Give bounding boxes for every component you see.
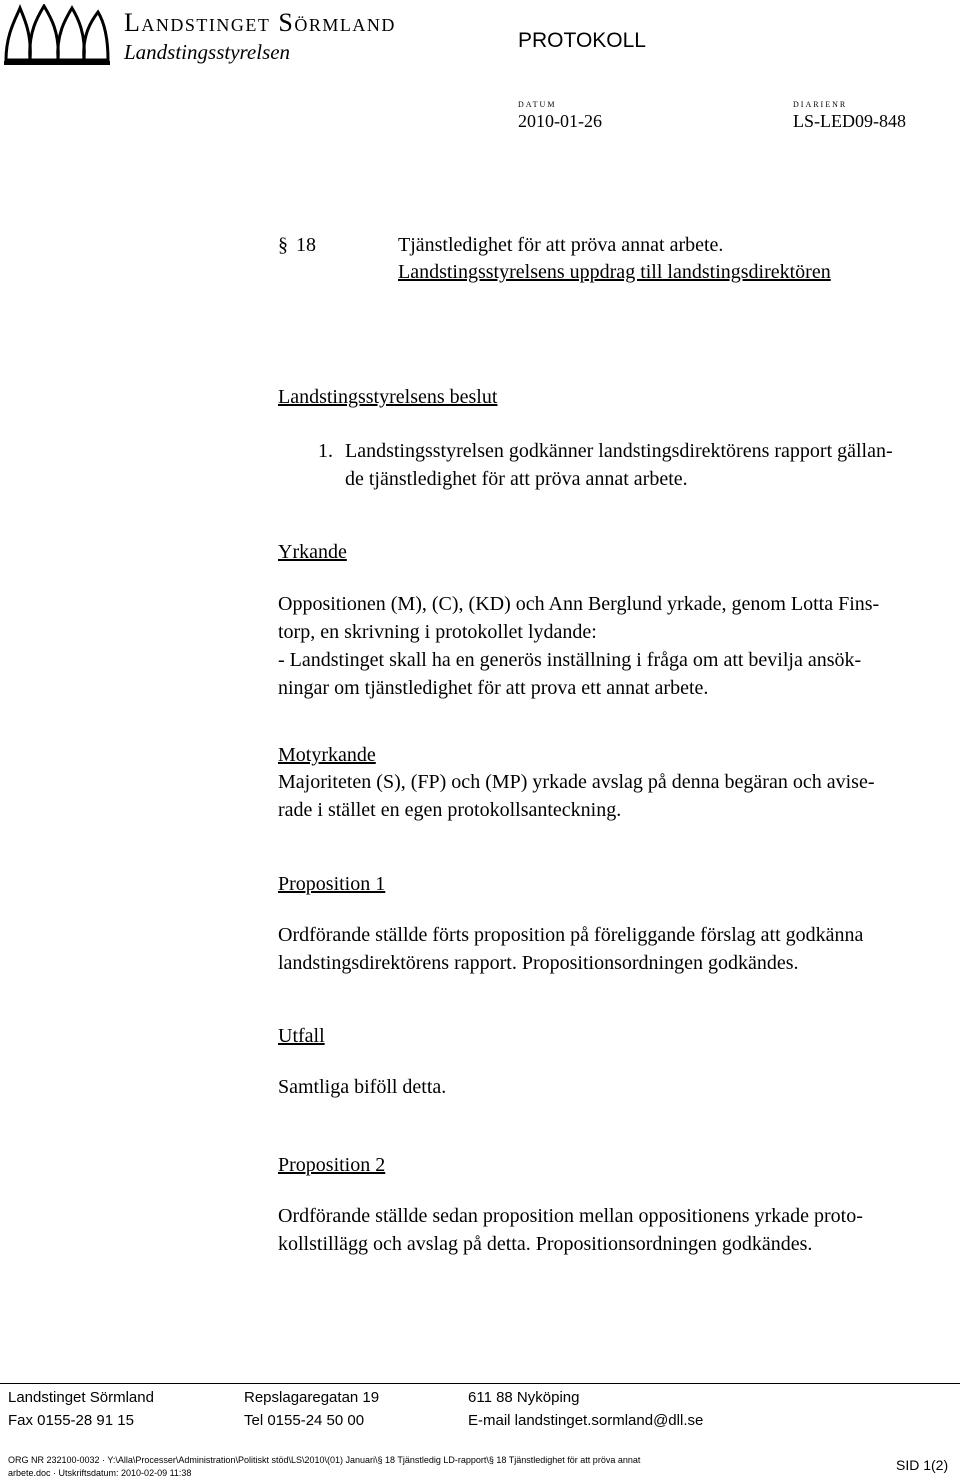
section-title-line2: Landstingsstyrelsens uppdrag till landstingsdirektören: [398, 261, 831, 283]
decision-item-text: Landstingsstyrelsen godkänner landstingsdirektörens rapport gällan- de tjänstledighet för att pröva annat arbete.: [345, 440, 893, 490]
department-name: Landstingsstyrelsen: [124, 40, 291, 64]
section-symbol: §: [278, 234, 288, 256]
proposition2-heading: Proposition 2: [278, 1154, 386, 1176]
utfall-text: Samtliga biföll detta.: [278, 1076, 447, 1098]
landstinget-logo: [2, 4, 112, 68]
footer-address: Repslagaregatan 19: [244, 1389, 380, 1406]
document-type: PROTOKOLL: [518, 29, 646, 52]
motyrkande-heading: Motyrkande: [278, 744, 376, 766]
decision-heading: Landstingsstyrelsens beslut: [278, 386, 498, 408]
yrkande-heading: Yrkande: [278, 541, 347, 563]
proposition1-text: Ordförande ställde förts proposition på föreliggande förslag att godkänna landstingsdirektörens rapport. Propositionsordningen godkändes.: [278, 924, 864, 974]
footer-print-date: arbete.doc · Utskriftsdatum: 2010-02-09 11:38: [8, 1468, 192, 1478]
footer-divider: [0, 1383, 960, 1384]
decision-item-number: 1.: [318, 440, 333, 462]
diarie-label: DIARIENR: [793, 100, 848, 109]
proposition1-heading: Proposition 1: [278, 873, 386, 895]
proposition2-text: Ordförande ställde sedan proposition mellan oppositionens yrkade proto- kollstillägg och avslag på detta. Propositionsordningen godkändes.: [278, 1205, 863, 1255]
date-value: 2010-01-26: [518, 111, 602, 131]
footer-fax: Fax 0155-28 91 15: [8, 1412, 134, 1429]
footer-org: Landstinget Sörmland: [8, 1389, 154, 1406]
utfall-heading: Utfall: [278, 1025, 325, 1047]
footer-email: E-mail landstinget.sormland@dll.se: [468, 1412, 704, 1429]
section-number: 18: [296, 234, 316, 256]
diarie-value: LS-LED09-848: [793, 111, 906, 131]
date-label: DATUM: [518, 100, 557, 109]
organization-name: Landstinget Sörmland: [124, 8, 396, 37]
section-title-line1: Tjänstledighet för att pröva annat arbete.: [398, 234, 724, 256]
yrkande-text: Oppositionen (M), (C), (KD) och Ann Berglund yrkade, genom Lotta Fins- torp, en skrivning i protokollet lydande: - Landstinget skall ha en generös inställning i fråga om att bevilja ansök- ningar om tjänstledighet för att prova ett annat arbete.: [278, 593, 880, 699]
page-number: SID 1(2): [896, 1457, 949, 1473]
footer-file-path: ORG NR 232100-0032 · Y:\Alla\Processer\Administration\Politiskt stöd\LS\2010\(01) Januari\§ 18 Tjänstledig LD-rapport\§ 18 Tjänstledighet för att pröva annat: [8, 1455, 641, 1465]
footer-city: 611 88 Nyköping: [468, 1389, 580, 1406]
footer-tel: Tel 0155-24 50 00: [244, 1412, 365, 1429]
motyrkande-text: Majoriteten (S), (FP) och (MP) yrkade avslag på denna begäran och avise- rade i stället en egen protokollsanteckning.: [278, 771, 875, 821]
